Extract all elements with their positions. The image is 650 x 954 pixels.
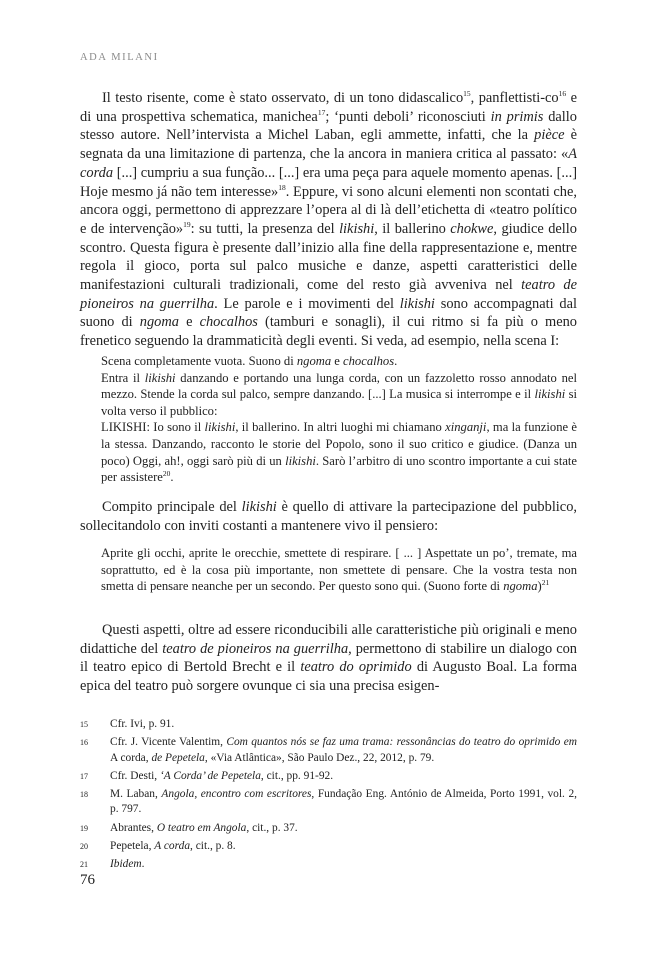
body-paragraph-3	[80, 621, 577, 696]
text-run: Cfr. J. Vicente Valentim,	[110, 736, 227, 749]
text-run: Cfr. Ivi, p. 91.	[110, 718, 175, 730]
italic-run: likishi	[241, 499, 277, 515]
body-paragraph-2	[80, 498, 577, 535]
text-run: ; ‘punti deboli’ riconosciuti	[325, 108, 491, 125]
text-run: , cit., pp. 91-92.	[260, 769, 334, 782]
footnote-ref[interactable]: 20	[162, 468, 171, 478]
text-run: è segnata da una limitazione di partenza, che la ancora in maniera critica al passato: «	[80, 127, 577, 163]
italic-run: in primis	[490, 108, 544, 125]
italic-run: likishi	[285, 453, 316, 468]
footnote-number: 18	[80, 790, 88, 800]
text-run: .	[394, 354, 398, 368]
text-run: Aprite gli occhi, aprite le orecchie, smettete di respirare. [ ... ] Aspettate un po’, tremate, ma soprattutto, ed è la cosa più importante, non smettete di pensare. Che la vostra testa non smetta di pensare neanche per un secondo. Per questo sono qui. (Suono forte di	[101, 546, 577, 594]
italic-run: chocalhos	[199, 314, 258, 331]
running-head: ADA MILANI	[80, 52, 159, 63]
italic-run: teatro de pioneiros na guerrilha	[80, 277, 577, 312]
text-run: )	[537, 579, 542, 594]
footnotes	[80, 717, 577, 876]
quote-line	[101, 353, 577, 370]
text-run: . Le parole e i movimenti del	[214, 295, 400, 312]
italic-run: Angola, encontro com escritores	[161, 788, 312, 801]
footnote-ref[interactable]: 18	[278, 182, 286, 192]
body-paragraph-1	[80, 89, 577, 351]
footnote	[80, 769, 577, 784]
footnote-number: 21	[80, 860, 88, 870]
italic-run: likishi	[339, 220, 375, 237]
italic-run: de Pepetela	[151, 751, 205, 764]
text-run: A corda,	[110, 751, 152, 764]
footnote-ref[interactable]: 15	[463, 89, 471, 99]
footnote	[80, 839, 577, 854]
italic-run: chocalhos	[343, 354, 395, 368]
text-run: . Eppure, vi sono alcuni elementi non scontati che, ancora oggi, permettono di apprezzare l’opera al di là dell’etichetta di «teatro político e de intervenção»	[80, 183, 577, 237]
page-number: 76	[80, 872, 95, 888]
footnote-number: 17	[80, 771, 88, 781]
text-run: Cfr. Desti,	[110, 769, 160, 782]
italic-run: ngoma	[503, 579, 538, 594]
text-run: Il testo risente, come è stato osservato, di un tono didascalico	[102, 90, 464, 106]
text-run: , ma la funzione è la stessa. Danzando, racconto le storie del Popolo, sono il suo critico e giudice. (Danza un poco) Oggi, ah!, oggi sarò più di un	[101, 420, 577, 468]
italic-run: A corda	[80, 146, 577, 181]
italic-run: teatro do oprimido	[300, 659, 412, 676]
footnote-number: 19	[80, 823, 88, 833]
footnote-ref[interactable]: 21	[541, 578, 550, 587]
footnote	[80, 787, 577, 818]
text-run: .	[141, 858, 145, 871]
footnote	[80, 857, 577, 872]
text-run: Compito principale del	[102, 499, 242, 515]
quote-line	[101, 370, 577, 420]
footnote-ref[interactable]: 19	[183, 220, 191, 230]
text-run: Entra il	[101, 370, 145, 385]
italic-run: Com quantos nós se faz uma trama: ressonâncias do teatro do oprimido em	[226, 736, 577, 749]
italic-run: A corda	[154, 840, 191, 853]
footnote-number: 15	[80, 720, 88, 729]
text-run: , Fundação Eng. António de Almeida, Porto 1991, vol. 2, p. 797.	[110, 788, 577, 816]
text-run: .	[170, 470, 174, 485]
text-run: [...] cumpriu a sua função... [...] era uma peça para aquele momento apenas. [...] Hoje mesmo já não tem interesse»	[80, 164, 577, 200]
text-run: e	[178, 314, 200, 331]
block-quote-1	[101, 353, 577, 486]
italic-run: ngoma	[296, 354, 332, 368]
text-run: M. Laban,	[110, 788, 162, 801]
footnote-number: 20	[80, 842, 88, 852]
italic-run: chokwe	[450, 220, 494, 237]
text-run: , cit., p. 8.	[190, 840, 236, 853]
text-run: : su tutti, la presenza del	[190, 220, 340, 237]
text-run: dallo stesso autore. Nell’intervista a Michel Laban, egli ammette, infatti, che la	[80, 108, 577, 144]
italic-run: ngoma	[139, 314, 179, 331]
italic-run: likishi	[399, 295, 435, 312]
text-run: , permettono di stabilire un dialogo con il teatro epico di Bertold Brecht e il	[80, 640, 577, 676]
text-run: (tamburi e sonagli), il cui ritmo si fa più o meno frenetico seguendo la drammaticità degli eventi. Si veda, ad esempio, nella scena I:	[80, 314, 577, 350]
footnote-ref[interactable]: 16	[558, 89, 567, 99]
italic-run: ‘A Corda’ de Pepetela	[160, 769, 261, 782]
text-run: e di una prospettiva schematica, manichea	[80, 90, 577, 125]
text-run: , «Via Atlântica», São Paulo Dez., 22, 2012, p. 79.	[204, 751, 435, 764]
footnote	[80, 717, 577, 732]
italic-run: O teatro em Angola	[156, 821, 247, 834]
italic-run: xinganji	[445, 420, 487, 435]
text-run: e	[331, 354, 344, 368]
text-run: di Augusto Boal. La forma epica del teatro può sorgere ovunque ci sia una precisa esigen-	[80, 659, 577, 695]
text-run: , panflettisti-co	[470, 90, 559, 106]
footnote-ref[interactable]: 17	[317, 107, 326, 117]
footnote	[80, 735, 577, 766]
text-run: Questi aspetti, oltre ad essere riconducibili alle caratteristiche più originali e meno didattiche del	[80, 622, 577, 657]
italic-run: pièce	[534, 127, 565, 144]
text-run: si volta verso il pubblico:	[101, 387, 577, 418]
block-quote-2	[101, 545, 577, 595]
text-run: , giudice dello scontro. Questa figura è presente dall’inizio alla fine della rappresentazione e, mentre regola il gioco, porta sul palco musiche e danze, aspetti caratteristici delle manifestazioni culturali tradizionali, come del resto già avveniva nel	[80, 220, 577, 294]
text-run: sono accompagnati dal suono di	[80, 295, 577, 331]
italic-run: likishi	[534, 387, 566, 402]
text-run: , il ballerino. In altri luoghi mi chiamano	[235, 420, 446, 435]
text-run: è quello di attivare la partecipazione del pubblico, sollecitandolo con inviti costanti a mantenere vivo il pensiero:	[80, 499, 577, 534]
text-run: , il ballerino	[374, 220, 451, 237]
italic-run: likishi	[204, 420, 236, 435]
italic-run: teatro de pioneiros na guerrilha	[162, 640, 349, 657]
italic-run: Ibidem	[110, 858, 142, 871]
footnote	[80, 821, 577, 836]
footnote-number: 16	[80, 738, 88, 748]
text-run: danzando e portando una lunga corda, con un fazzoletto rosso annodato nel mezzo. Stende la corda sul palco, sempre danzando. [...] La musica si interrompe e il	[101, 370, 577, 402]
italic-run: likishi	[144, 370, 176, 385]
text-run: , cit., p. 37.	[246, 821, 298, 834]
text-run: . Sarò l’arbitro di uno scontro importante a cui state per assistere	[101, 453, 578, 485]
text-run: Abrantes,	[110, 821, 157, 834]
text-run: Scena completamente vuota. Suono di	[101, 354, 297, 368]
quote-line	[101, 419, 577, 485]
quote-line	[101, 545, 577, 595]
text-run: Pepetela,	[110, 840, 155, 853]
text-run: LIKISHI: Io sono il	[101, 420, 205, 435]
